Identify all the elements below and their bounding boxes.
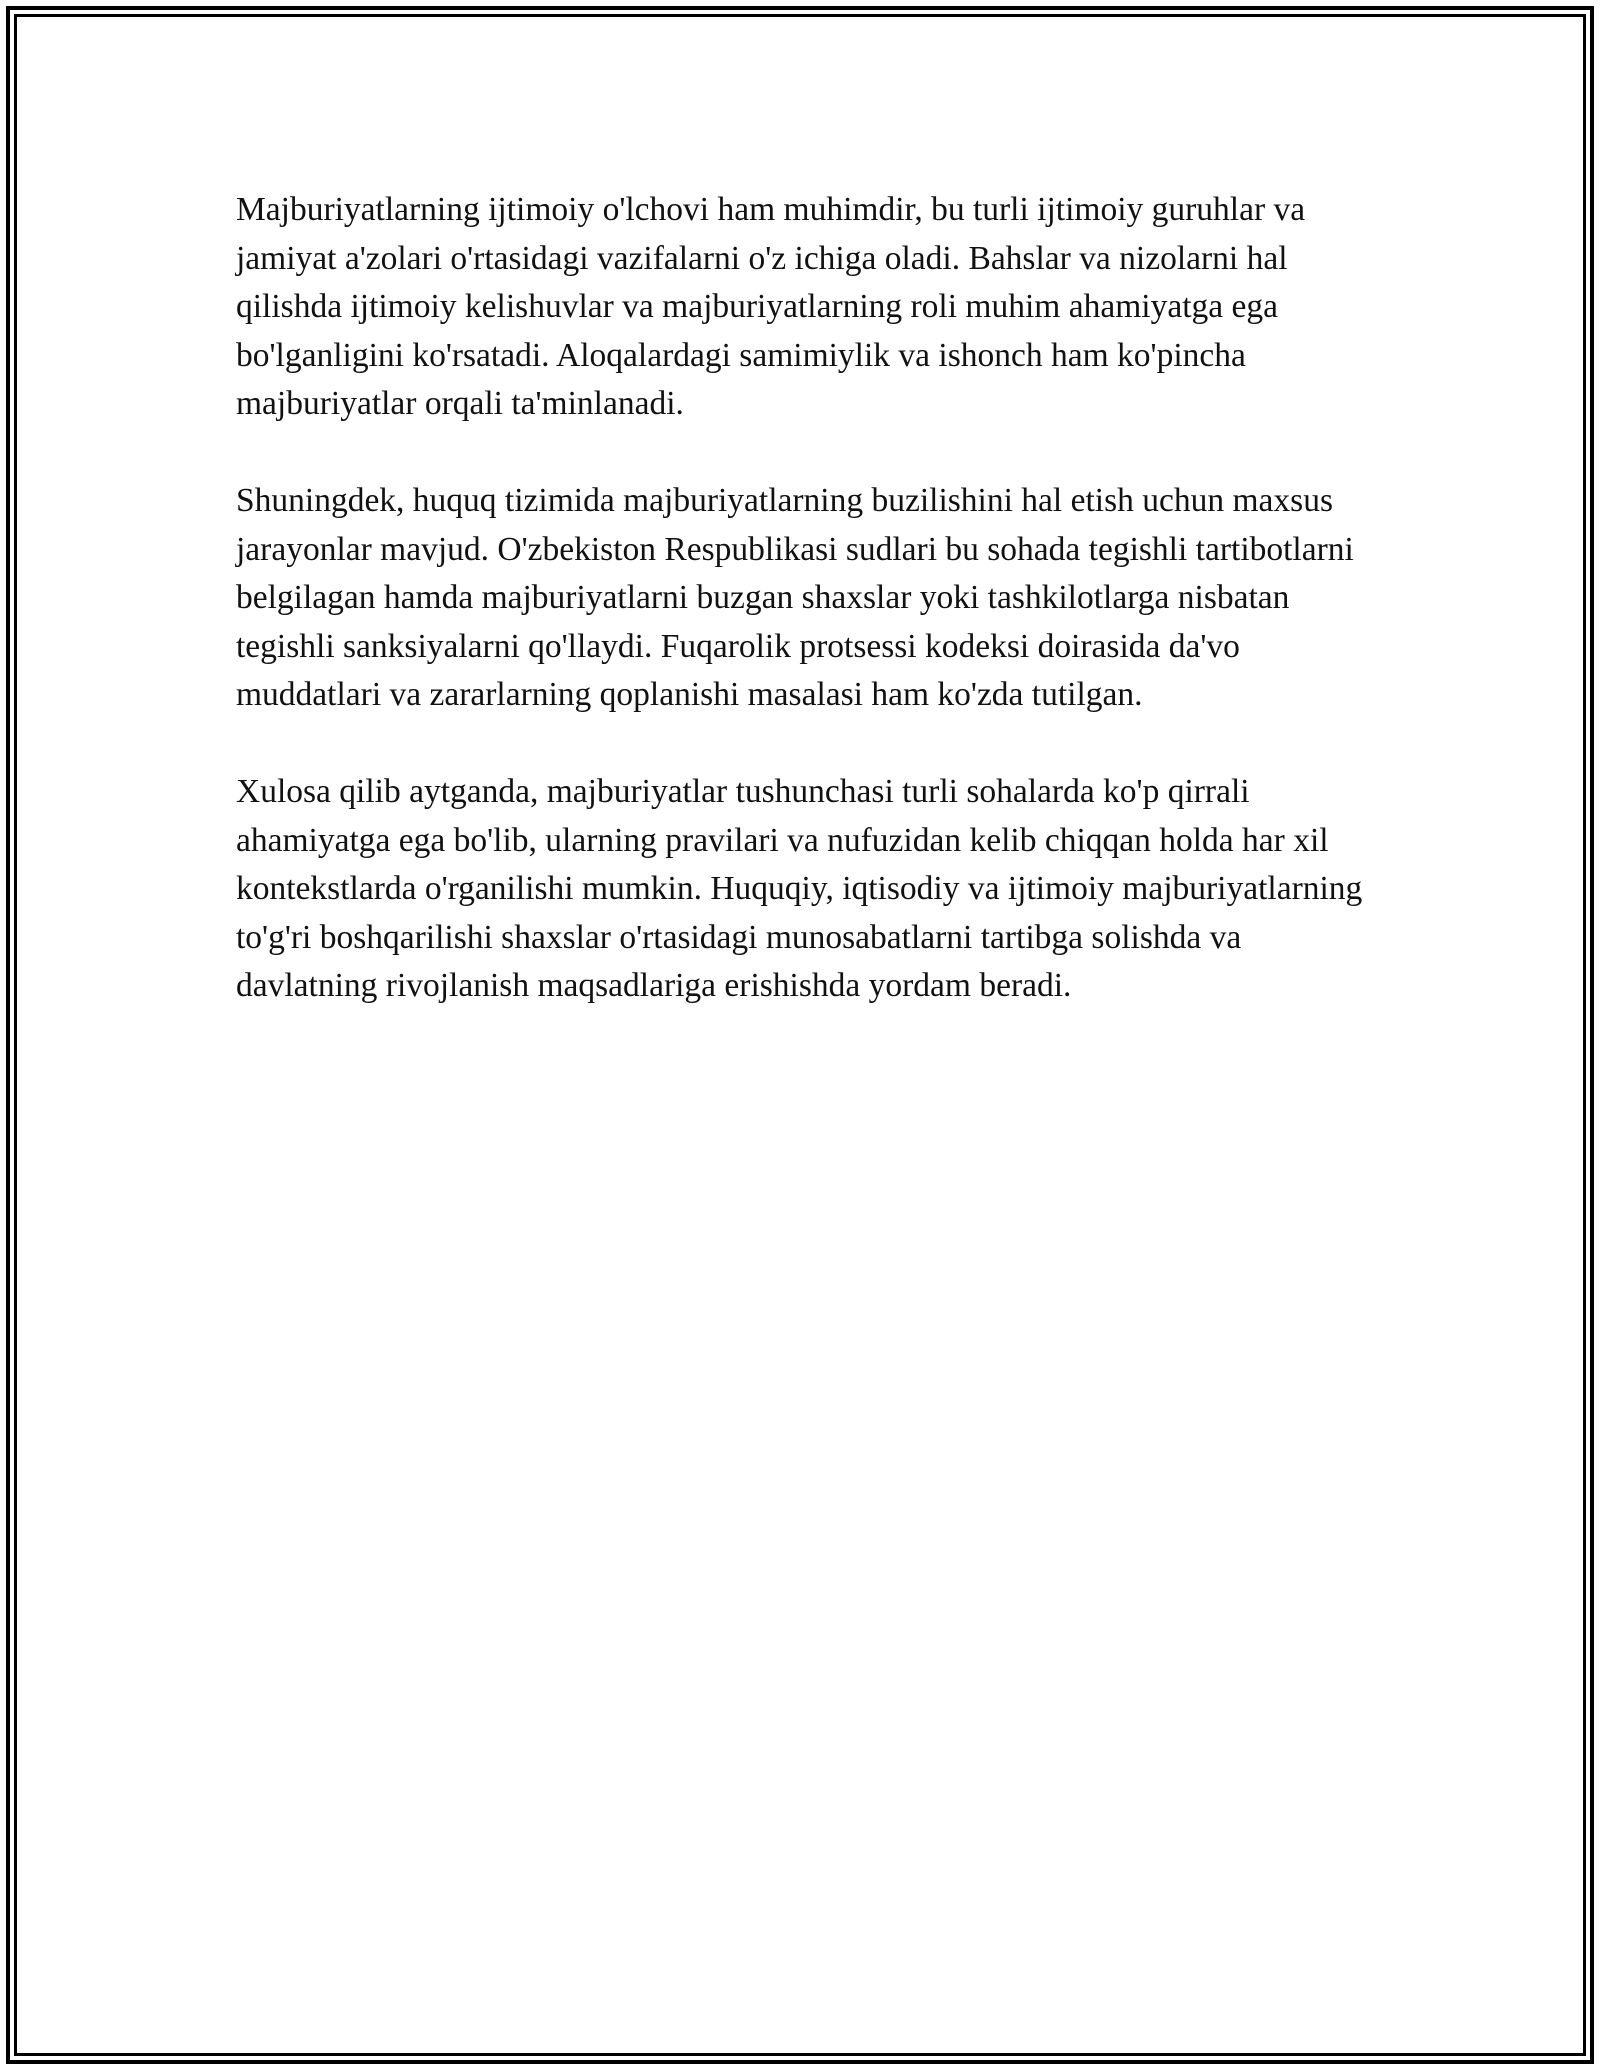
document-body: [236, 186, 1376, 1059]
paragraph-2: Shuningdek, huquq tizimida majburiyatlarning buzilishini hal etish uchun maxsus jarayonlar mavjud. O'zbekiston Respublikasi sudlari bu sohada tegishli tartibotlarni belgilagan hamda majburiyatlarni buzgan shaxslar yoki tashkilotlarga nisbatan tegishli sanksiyalarni qo'llaydi. Fuqarolik protsessi kodeksi doirasida da'vo muddatlari va zararlarning qoplanishi masalasi ham ko'zda tutilgan.: [236, 482, 1354, 713]
paragraph-1: Majburiyatlarning ijtimoiy o'lchovi ham muhimdir, bu turli ijtimoiy guruhlar va jamiyat a'zolari o'rtasidagi vazifalarni o'z ichiga oladi. Bahslar va nizolarni hal qilishda ijtimoiy kelishuvlar va majburiyatlarning roli muhim ahamiyatga ega bo'lganligini ko'rsatadi. Aloqalardagi samimiylik va ishonch ham ko'pincha majburiyatlar orqali ta'minlanadi.: [236, 191, 1306, 422]
paragraph-3: Xulosa qilib aytganda, majburiyatlar tushunchasi turli sohalarda ko'p qirrali ahamiyatga ega bo'lib, ularning pravilari va nufuzidan kelib chiqqan holda har xil kontekstlarda o'rganilishi mumkin. Huquqiy, iqtisodiy va ijtimoiy majburiyatlarning to'g'ri boshqarilishi shaxslar o'rtasidagi munosabatlarni tartibga solishda va davlatning rivojlanish maqsadlariga erishishda yordam beradi.: [236, 773, 1363, 1004]
